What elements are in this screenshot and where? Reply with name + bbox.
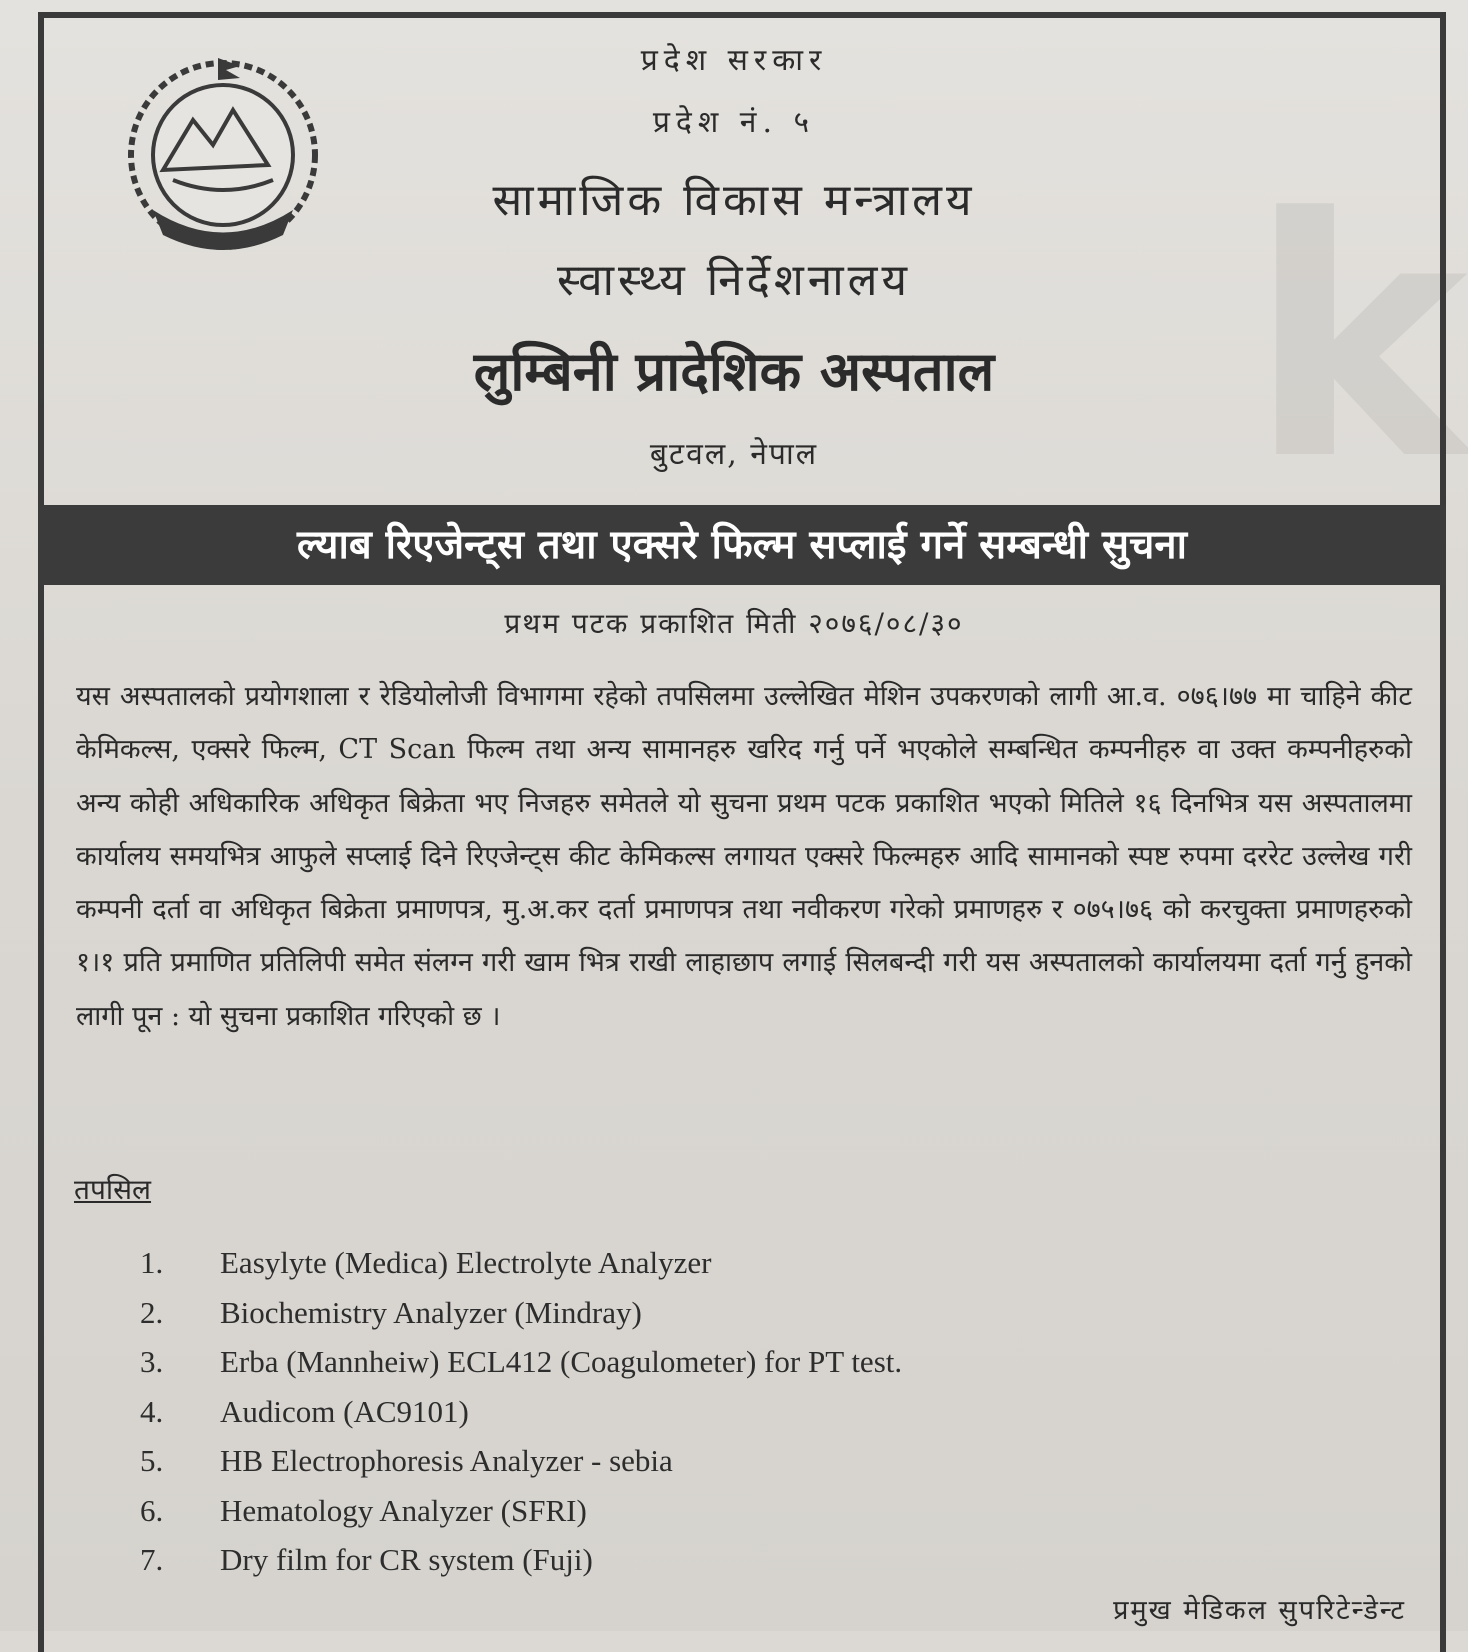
header-location: बुटवल, नेपाल: [649, 437, 819, 472]
equipment-list: [140, 1238, 902, 1585]
background-watermark: k: [1248, 190, 1468, 490]
details-heading: तपसिल: [74, 1173, 152, 1206]
notice-body: यस अस्पतालको प्रयोगशाला र रेडियोलोजी विभागमा रहेको तपसिलमा उल्लेखित मेशिन उपकरणको लागी आ.व. ०७६।७७ मा चाहिने कीट केमिकल्स, एक्सरे फिल्म, CT Scan फिल्म तथा अन्य सामानहरु खरिद गर्नु पर्ने भएकोले सम्बन्धित कम्पनीहरु वा उक्त कम्पनीहरुको अन्य कोही अधिकारिक अधिकृत बिक्रेता भए निजहरु समेतले यो सुचना प्रथम पटक प्रकाशित भएको मितिले १६ दिनभित्र यस अस्पतालमा कार्यालय समयभित्र आफुले सप्लाई दिने रिएजेन्ट्स कीट केमिकल्स लगायत एक्सरे फिल्महरु आदि सामानको स्पष्ट रुपमा दररेट उल्लेख गरी कम्पनी दर्ता वा अधिकृत बिक्रेता प्रमाणपत्र, मु.अ.कर दर्ता प्रमाणपत्र तथा नवीकरण गरेको प्रमाणहरु र ०७५।७६ को करचुक्ता प्रमाणहरुको १।१ प्रति प्रमाणित प्रतिलिपी समेत संलग्न गरी खाम भित्र राखी लाहाछाप लगाई सिलबन्दी गरी यस अस्पतालको कार्यालयमा दर्ता गर्नु हुनको लागी पून : यो सुचना प्रकाशित गरिएको छ ।: [76, 681, 1412, 1032]
list-item: 4. Audicom (AC9101): [140, 1393, 469, 1429]
header-province-number: प्रदेश नं. ५: [652, 105, 816, 140]
header-hospital-name: लुम्बिनी प्रादेशिक अस्पताल: [473, 340, 995, 403]
list-item: 6. Hematology Analyzer (SFRI): [140, 1492, 587, 1528]
list-item: 7. Dry film for CR system (Fuji): [140, 1542, 593, 1577]
header-ministry: सामाजिक विकास मन्त्रालय: [492, 175, 976, 226]
publication-date: प्रथम पटक प्रकाशित मिती २०७६/०८/३०: [504, 607, 964, 640]
notice-title-banner: ल्याब रिएजेन्ट्स तथा एक्सरे फिल्म सप्लाई गर्ने सम्बन्धी सुचना: [38, 505, 1446, 585]
list-item: 2. Biochemistry Analyzer (Mindray): [140, 1294, 642, 1330]
header-province-government: प्रदेश सरकार: [640, 43, 828, 78]
list-item: 3. Erba (Mannheiw) ECL412 (Coagulometer) for PT test.: [140, 1344, 903, 1379]
nepal-government-emblem-icon: [118, 50, 328, 260]
signature-title: प्रमुख मेडिकल सुपरिटेन्डेन्ट: [1113, 1595, 1406, 1626]
list-item: 1. Easylyte (Medica) Electrolyte Analyzer: [140, 1245, 712, 1280]
header-directorate: स्वास्थ्य निर्देशनालय: [557, 255, 911, 306]
list-item: 5. HB Electrophoresis Analyzer - sebia: [140, 1443, 673, 1478]
